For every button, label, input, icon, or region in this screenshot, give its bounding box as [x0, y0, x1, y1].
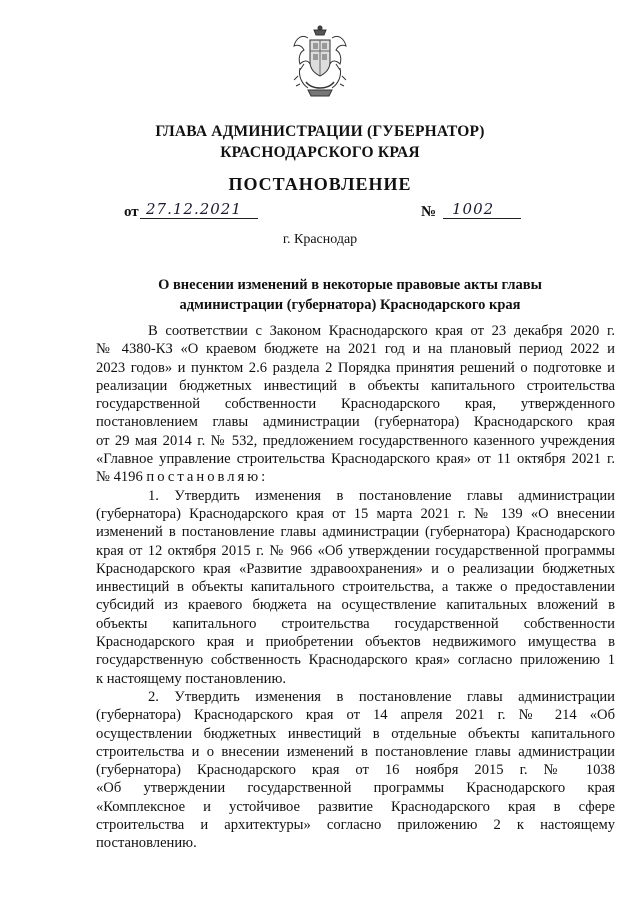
text-line: строительства и о внесении изменений в постановление главы администрации: [96, 743, 615, 760]
document-type: ПОСТАНОВЛЕНИЕ: [228, 174, 412, 194]
text-line: (губернатора) Краснодарского края от 14 апреля 2021 г. № 214 «Об: [96, 707, 615, 724]
text-line: Краснодарского края и приобретении объектов недвижимого имущества в: [96, 634, 615, 651]
text-line: Краснодарского края «Развитие здравоохранения» и о реализации бюджетных: [96, 560, 615, 577]
text-line: «Комплексное и устойчивое развитие Краснодарского края в сфере: [96, 798, 615, 815]
subject-line: О внесении изменений в некоторые правовые акты главы: [158, 277, 542, 293]
text-line: субсидий из краевого бюджета на осуществление капитальных вложений в: [96, 597, 615, 614]
number-label: №: [421, 204, 437, 220]
text-line: инвестиций в объекты капитального строительства, а также о предоставлении: [96, 579, 615, 596]
text-line: 1. Утвердить изменения в постановление главы администрации: [148, 487, 615, 504]
document-subject: [140, 275, 560, 315]
text-line: «Главное управление строительства Краснодарского края» от 11 октября 2021 г.: [96, 451, 615, 468]
text-line: постановлению.: [96, 835, 197, 852]
text-line: [96, 468, 615, 486]
text-line: к настоящему постановлению.: [96, 670, 287, 687]
text-line: изменений в постановление главы администрации (губернатора) Краснодарского: [96, 524, 615, 541]
text-line: реализации бюджетных инвестиций в объекты капитального строительства: [96, 377, 615, 394]
text-line: 2023 годов» и пунктом 2.6 раздела 2 Порядка принятия решений о подготовке и: [96, 359, 615, 376]
text-line: государственную собственность Краснодарского края» согласно приложению 1: [96, 652, 615, 669]
authority-title-line1: ГЛАВА АДМИНИСТРАЦИИ (ГУБЕРНАТОР): [155, 123, 485, 140]
subject-line: администрации (губернатора) Краснодарского края: [179, 297, 521, 313]
document-body: [96, 322, 615, 853]
text-line: постановлением главы администрации (губернатора) Краснодарского края: [96, 414, 615, 431]
text-line: «Об утверждении государственной программы Краснодарского края: [96, 780, 615, 797]
text-line: В соответствии с Законом Краснодарского края от 23 декабря 2020 г.: [148, 323, 615, 339]
text-line: (губернатора) Краснодарского края от 15 марта 2021 г. № 139 «О внесении: [96, 505, 615, 522]
resolution-number: № 4196: [96, 469, 143, 486]
text-line: № 4380-КЗ «О краевом бюджете на 2021 год и на плановый период 2022 и: [96, 341, 615, 358]
resolution-word: постановляю:: [146, 469, 269, 486]
date-label: от: [124, 204, 139, 220]
text-line: осуществлении бюджетных инвестиций в отдельные объекты капитального: [96, 725, 615, 742]
text-line: строительства и архитектуры» согласно приложению 2 к настоящему: [96, 817, 615, 834]
number-underline: [443, 218, 521, 219]
paragraph-preamble: [96, 322, 615, 487]
authority-title-line2: КРАСНОДАРСКОГО КРАЯ: [220, 144, 420, 161]
number-value: 1002: [452, 200, 495, 218]
coat-of-arms-icon: [288, 24, 352, 104]
text-line: 2. Утвердить изменения в постановление главы администрации: [148, 688, 615, 705]
text-line: объекты капитального строительства государственной собственности: [96, 615, 615, 632]
paragraph-item-2: [96, 688, 615, 853]
paragraph-item-1: [96, 487, 615, 688]
text-line: (губернатора) Краснодарского края от 16 ноября 2015 г. № 1038: [96, 762, 615, 779]
date-underline: [140, 218, 258, 219]
city: г. Краснодар: [282, 232, 358, 247]
text-line: края от 12 октября 2015 г. № 966 «Об утверждении государственной программы: [96, 542, 615, 559]
text-line: государственной собственности Краснодарского края, утвержденного: [96, 396, 615, 413]
text-line: от 29 мая 2014 г. № 532, предложением государственного казенного учреждения: [96, 432, 615, 449]
date-value: 27.12.2021: [146, 200, 242, 218]
